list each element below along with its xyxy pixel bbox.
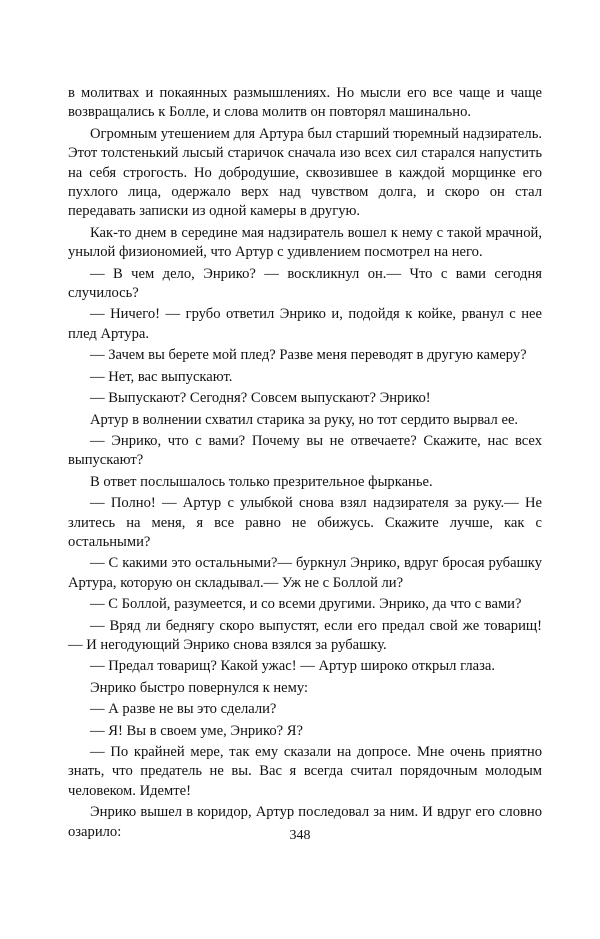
- page-body: [68, 84, 542, 844]
- paragraph: Артур в волнении схватил старика за руку, но тот сердито вырвал ее.: [90, 411, 519, 428]
- paragraph: — Нет, вас выпускают.: [90, 368, 233, 385]
- paragraph: — Полно! — Артур с улыбкой снова взял надзирателя за руку.— Не злитесь на меня, я все равно не обижусь. Скажите лучше, как с остальными?: [68, 495, 542, 550]
- paragraph: Энрико вышел в коридор, Артур последовал за ним. И вдруг его словно озарило:: [68, 804, 542, 840]
- paragraph: — Я! Вы в своем уме, Энрико? Я?: [90, 722, 303, 739]
- paragraph: — Вряд ли беднягу скоро выпустят, если его предал свой же товарищ! — И негодующий Энрико снова взялся за рубашку.: [68, 617, 542, 653]
- paragraph: — С какими это остальными?— буркнул Энрико, вдруг бросая рубашку Артура, которую он складывал.— Уж не с Боллой ли?: [68, 555, 542, 591]
- paragraph: в молитвах и покаянных размышлениях. Но мысли его все чаще и чаще возвращались к Болле, и слова молитв он повторял машинально.: [68, 85, 542, 121]
- paragraph: Огромным утешением для Артура был старший тюремный надзиратель. Этот толстенький лысый старичок сначала изо всех сил старался напустить на себя строгость. Но добродушие, сквозившее в каждой морщинке его пухлого лица, одержало верх над чувством долга, и скоро он стал передавать записки из одной камеры в другую.: [68, 125, 542, 220]
- paragraph: — По крайней мере, так ему сказали на допросе. Мне очень приятно знать, что предатель не вы. Вас я всегда считал порядочным молодым человеком. Идемте!: [68, 744, 542, 799]
- paragraph: — Предал товарищ? Какой ужас! — Артур широко открыл глаза.: [90, 658, 495, 675]
- paragraph: — Зачем вы берете мой плед? Разве меня переводят в другую камеру?: [90, 347, 527, 364]
- paragraph: Энрико быстро повернулся к нему:: [90, 679, 309, 696]
- page-number: 348: [289, 828, 311, 843]
- paragraph: — Ничего! — грубо ответил Энрико и, подойдя к койке, рванул с нее плед Артура.: [68, 306, 542, 342]
- paragraph: — Выпускают? Сегодня? Совсем выпускают? Энрико!: [90, 390, 431, 407]
- paragraph: — А разве не вы это сделали?: [90, 701, 277, 718]
- paragraph: — С Боллой, разумеется, и со всеми другими. Энрико, да что с вами?: [90, 596, 522, 613]
- paragraph: — Энрико, что с вами? Почему вы не отвечаете? Скажите, нас всех выпускают?: [68, 432, 542, 469]
- paragraph: В ответ послышалось только презрительное фырканье.: [90, 473, 433, 490]
- paragraph: Как-то днем в середине мая надзиратель вошел к нему с такой мрачной, унылой физиономией, что Артур с удивлением посмотрел на него.: [68, 224, 542, 261]
- paragraph: — В чем дело, Энрико? — воскликнул он.— Что с вами сегодня случилось?: [68, 265, 542, 302]
